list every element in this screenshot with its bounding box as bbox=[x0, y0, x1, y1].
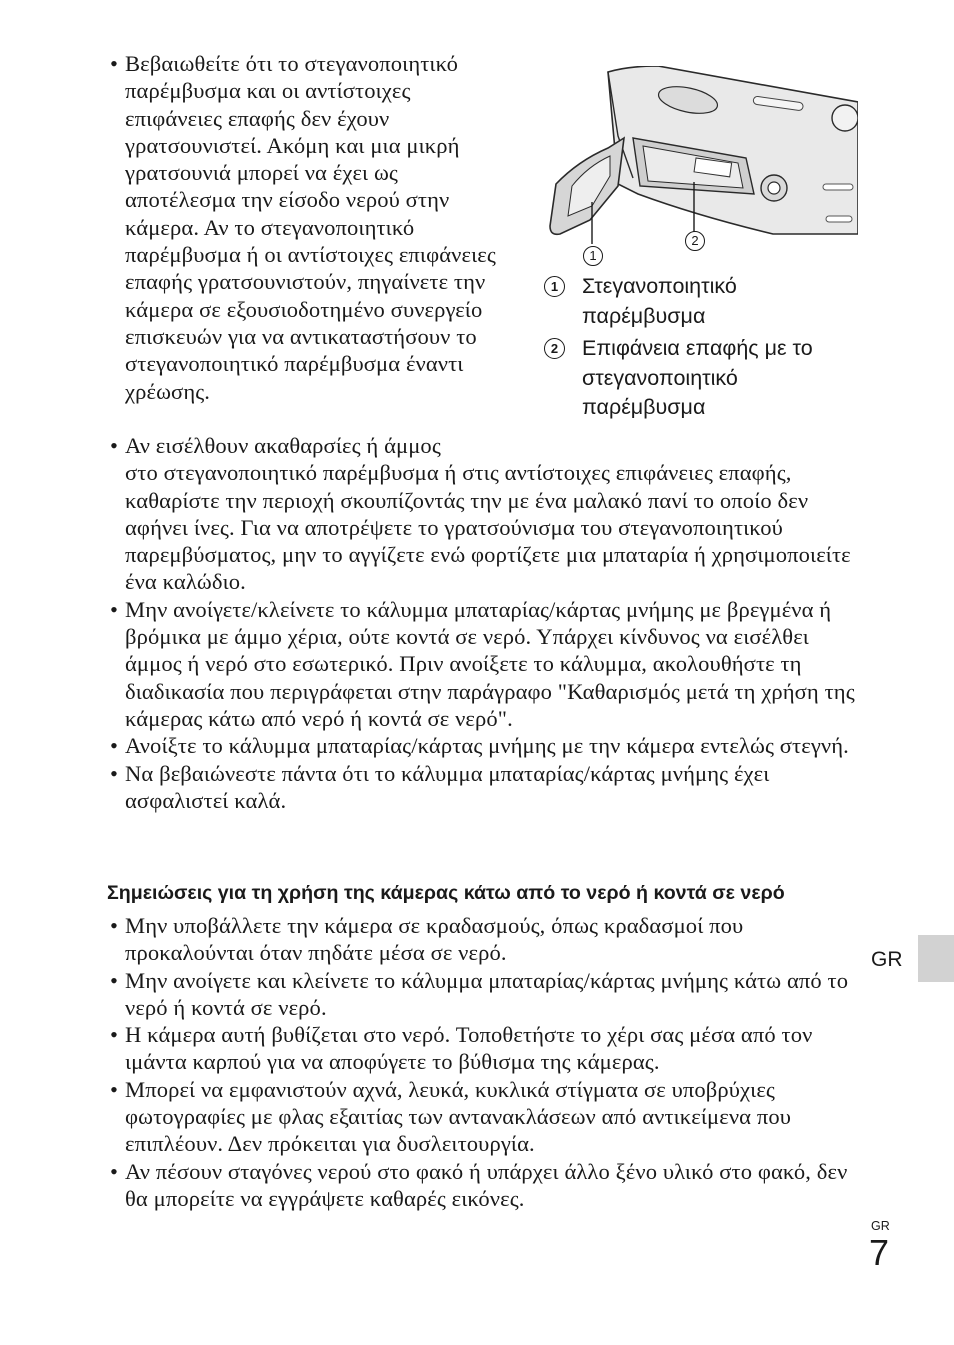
list-item: • Μπορεί να εμφανιστούν αχνά, λευκά, κυκλικά στίγματα σε υποβρύχιες φωτογραφίες με φλας εξαιτίας των αντανακλάσεων από αντικείμενα που επιπλέουν. Δεν πρόκειται για δυσλειτουργία. bbox=[109, 1076, 861, 1158]
list-item: • Μην υποβάλλετε την κάμερα σε κραδασμούς, όπως κραδασμοί που προκαλούνται όταν πηδάτε μέσα σε νερό. bbox=[109, 912, 861, 967]
caption-number: 1 bbox=[544, 276, 565, 297]
callout-2: 2 bbox=[685, 231, 705, 251]
camera-gasket-figure bbox=[548, 66, 858, 271]
list-item-body: στο στεγανοποιητικό παρέμβυσμα ή στις αντίστοιχες επιφάνειες επαφής, καθαρίστε την περιοχή σκουπίζοντάς την με ένα μαλακό πανί το οποίο δεν αφήνει ίνες. Για να αποτρέψετε το γρατσούνισμα του στεγανοποιητικού παρεμβύσματος, μην το αγγίζετε ενώ φορτίζετε μια μπαταρία ή χρησιμοποιείτε ένα καλώδιο. bbox=[125, 460, 851, 595]
list-item: • Αν πέσουν σταγόνες νερού στο φακό ή υπάρχει άλλο ξένο υλικό στο φακό, δεν θα μπορείτε να εγγράψετε καθαρές εικόνες. bbox=[109, 1158, 861, 1213]
list-item bbox=[109, 432, 861, 596]
callout-1: 1 bbox=[583, 246, 603, 266]
underwater-notes-list bbox=[109, 912, 861, 1212]
warning-list-top bbox=[109, 50, 509, 405]
list-item: • Η κάμερα αυτή βυθίζεται στο νερό. Τοποθετήστε το χέρι σας μέσα από τον ιμάντα καρπού για να αποφύγετε το βύθισμα της κάμερας. bbox=[109, 1021, 861, 1076]
caption-text: Στεγανοποιητικό παρέμβυσμα bbox=[582, 274, 737, 328]
caption-1 bbox=[544, 272, 844, 331]
warning-list-middle bbox=[109, 432, 861, 814]
caption-text: Επιφάνεια επαφής με το στεγανοποιητικό παρέμβυσμα bbox=[582, 336, 813, 419]
list-item: • Βεβαιωθείτε ότι το στεγανοποιητικό παρέμβυσμα και οι αντίστοιχες επιφάνειες επαφής δεν έχουν γρατσουνιστεί. Ακόμη και μια μικρή γρατσουνιά μπορεί να έχει ως αποτέλεσμα την είσοδο νερού στην κάμερα. Αν το στεγανοποιητικό παρέμβυσμα ή οι αντίστοιχες επιφάνειες επαφής γρατσουνιστούν, πηγαίνετε την κάμερα σε εξουσιοδοτημένο συνεργείο επισκευών για να αντικαταστήσουν το στεγανοποιητικό παρέμβυσμα έναντι χρέωσης. bbox=[109, 50, 509, 405]
language-tab-marker bbox=[918, 935, 954, 982]
figure-captions bbox=[544, 272, 844, 426]
list-item: • Μην ανοίγετε και κλείνετε το κάλυμμα μπαταρίας/κάρτας μνήμης κάτω από το νερό ή κοντά σε νερό. bbox=[109, 967, 861, 1022]
list-item: • Ανοίξτε το κάλυμμα μπαταρίας/κάρτας μνήμης με την κάμερα εντελώς στεγνή. bbox=[109, 732, 861, 759]
caption-2 bbox=[544, 334, 844, 423]
section-heading: Σημειώσεις για τη χρήση της κάμερας κάτω από το νερό ή κοντά σε νερό bbox=[107, 882, 785, 904]
page-number: 7 bbox=[869, 1232, 890, 1273]
list-item: • Μην ανοίγετε/κλείνετε το κάλυμμα μπαταρίας/κάρτας μνήμης με βρεγμένα ή βρόμικα με άμμο χέρια, ούτε κοντά σε νερό. Υπάρχει κίνδυνος να εισέλθει άμμος ή νερό στο εσωτερικό. Πριν ανοίξετε το κάλυμμα, ακολουθήστε τη διαδικασία που περιγράφεται στην παράγραφο "Καθαρισμός μετά τη χρήση της κάμερας κάτω από νερό ή κοντά σε νερό". bbox=[109, 596, 861, 732]
language-label: GR bbox=[871, 948, 903, 971]
list-item: • Να βεβαιώνεστε πάντα ότι το κάλυμμα μπαταρίας/κάρτας μνήμης έχει ασφαλιστεί καλά. bbox=[109, 760, 861, 815]
list-item-lead: • Αν εισέλθουν ακαθαρσίες ή άμμος bbox=[125, 433, 441, 458]
page-language-code: GR bbox=[871, 1219, 890, 1233]
caption-number: 2 bbox=[544, 338, 565, 359]
